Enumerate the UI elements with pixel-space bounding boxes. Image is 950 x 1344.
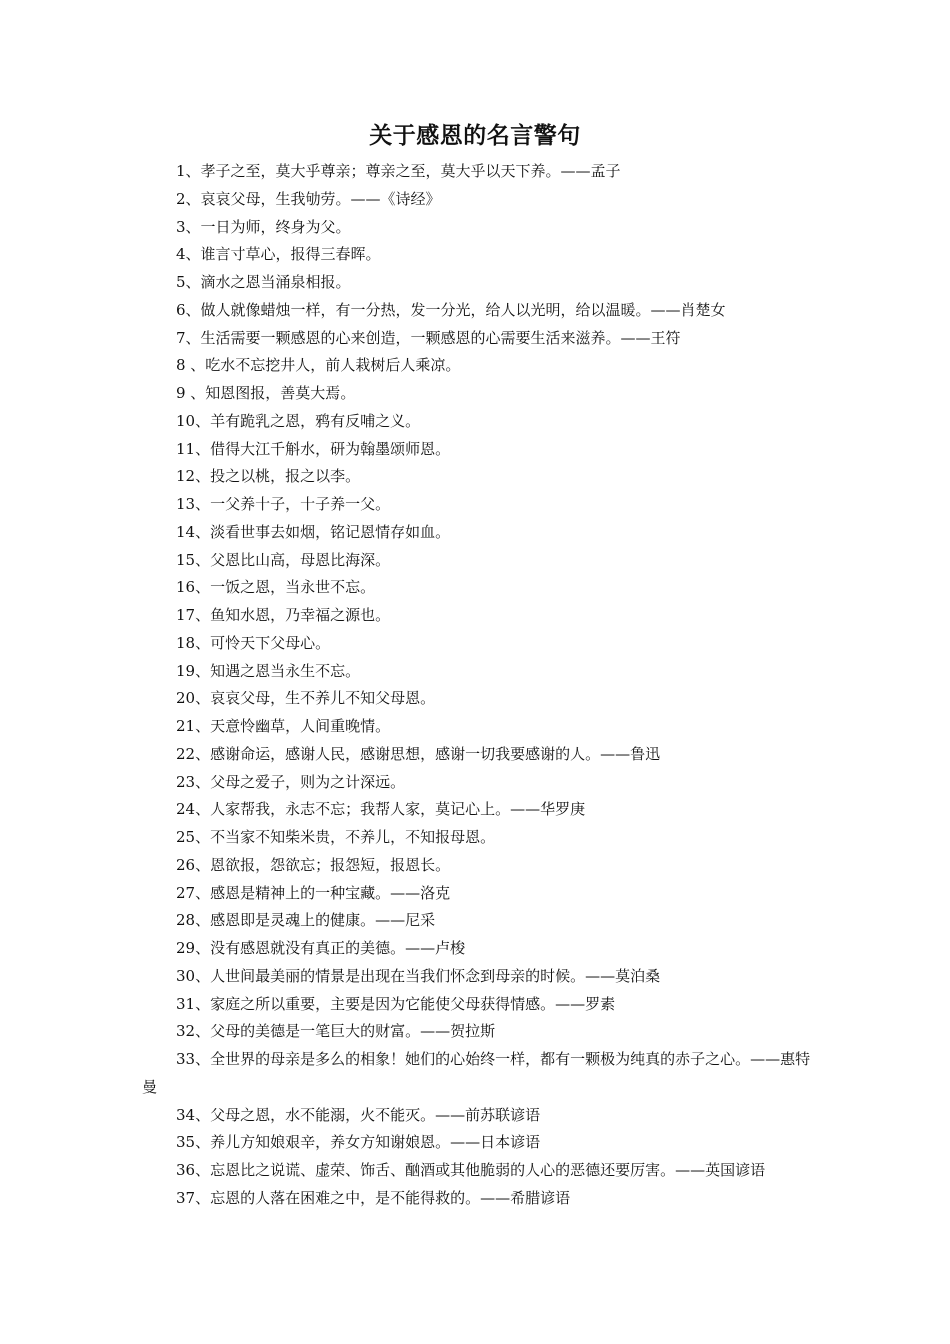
quote-item: 2、哀哀父母，生我劬劳。——《诗经》 bbox=[176, 189, 441, 208]
quote-item: 32、父母的美德是一笔巨大的财富。——贺拉斯 bbox=[176, 1022, 496, 1041]
quote-item: 6、做人就像蜡烛一样，有一分热，发一分光，给人以光明，给以温暖。——肖楚女 bbox=[176, 300, 726, 319]
quote-item: 8 、吃水不忘挖井人，前人栽树后人乘凉。 bbox=[176, 356, 461, 375]
quote-item: 18、可怜天下父母心。 bbox=[176, 633, 331, 652]
quote-item: 36、忘恩比之说谎、虚荣、饰舌、酗酒或其他脆弱的人心的恶德还要厉害。——英国谚语 bbox=[176, 1161, 766, 1179]
quote-item: 26、恩欲报，怨欲忘；报怨短，报恩长。 bbox=[176, 855, 451, 874]
quote-item: 27、感恩是精神上的一种宝藏。——洛克 bbox=[176, 883, 451, 902]
quote-item: 17、鱼知水恩，乃幸福之源也。 bbox=[176, 606, 391, 624]
quote-item: 21、天意怜幽草，人间重晚情。 bbox=[176, 717, 391, 735]
quote-item: 12、投之以桃，报之以李。 bbox=[176, 467, 361, 486]
quote-item: 24、人家帮我，永志不忘；我帮人家，莫记心上。——华罗庚 bbox=[176, 800, 586, 819]
quote-item: 25、不当家不知柴米贵，不养儿，不知报母恩。 bbox=[176, 828, 496, 846]
quote-item: 34、父母之恩，水不能溺，火不能灭。——前苏联谚语 bbox=[176, 1105, 541, 1124]
quote-item: 28、感恩即是灵魂上的健康。——尼采 bbox=[176, 911, 436, 930]
quote-item: 35、养儿方知娘艰辛，养女方知谢娘恩。——日本谚语 bbox=[176, 1133, 541, 1152]
quote-item: 14、淡看世事去如烟，铭记恩情存如血。 bbox=[176, 522, 451, 541]
document-title: 关于感恩的名言警句 bbox=[369, 123, 581, 149]
quote-item: 16、一饭之恩，当永世不忘。 bbox=[176, 578, 376, 597]
quote-item: 5、滴水之恩当涌泉相报。 bbox=[176, 273, 351, 291]
quote-item: 7、生活需要一颗感恩的心来创造，一颗感恩的心需要生活来滋养。——王符 bbox=[176, 328, 681, 347]
quote-item: 15、父恩比山高，母恩比海深。 bbox=[176, 550, 391, 569]
quote-item: 4、谁言寸草心，报得三春晖。 bbox=[176, 245, 381, 264]
quote-item: 29、没有感恩就没有真正的美德。——卢梭 bbox=[176, 939, 466, 957]
quote-item: 30、人世间最美丽的情景是出现在当我们怀念到母亲的时候。——莫泊桑 bbox=[176, 966, 661, 985]
quote-item: 10、羊有跪乳之恩，鸦有反哺之义。 bbox=[176, 411, 421, 430]
quote-item: 9 、知恩图报，善莫大焉。 bbox=[176, 384, 356, 402]
quote-item: 1、孝子之至，莫大乎尊亲；尊亲之至，莫大乎以天下养。——孟子 bbox=[176, 162, 621, 180]
quote-item: 37、忘恩的人落在困难之中，是不能得救的。——希腊谚语 bbox=[176, 1188, 571, 1207]
quote-item: 20、哀哀父母，生不养儿不知父母恩。 bbox=[176, 689, 436, 708]
quote-item: 19、知遇之恩当永生不忘。 bbox=[176, 661, 361, 680]
quote-list bbox=[142, 158, 822, 1213]
quote-item: 31、家庭之所以重要，主要是因为它能使父母获得情感。——罗素 bbox=[176, 994, 616, 1013]
quote-item: 33、全世界的母亲是多么的相象！她们的心始终一样，都有一颗极为纯真的赤子之心。——惠特曼 bbox=[142, 1050, 811, 1096]
quote-item: 23、父母之爱子，则为之计深远。 bbox=[176, 772, 406, 791]
quote-item: 11、借得大江千斛水，研为翰墨颂师恩。 bbox=[176, 439, 451, 458]
quote-item: 22、感谢命运，感谢人民，感谢思想，感谢一切我要感谢的人。——鲁迅 bbox=[176, 744, 661, 763]
quote-item: 3、一日为师，终身为父。 bbox=[176, 217, 351, 236]
quote-item: 13、一父养十子，十子养一父。 bbox=[176, 495, 391, 513]
